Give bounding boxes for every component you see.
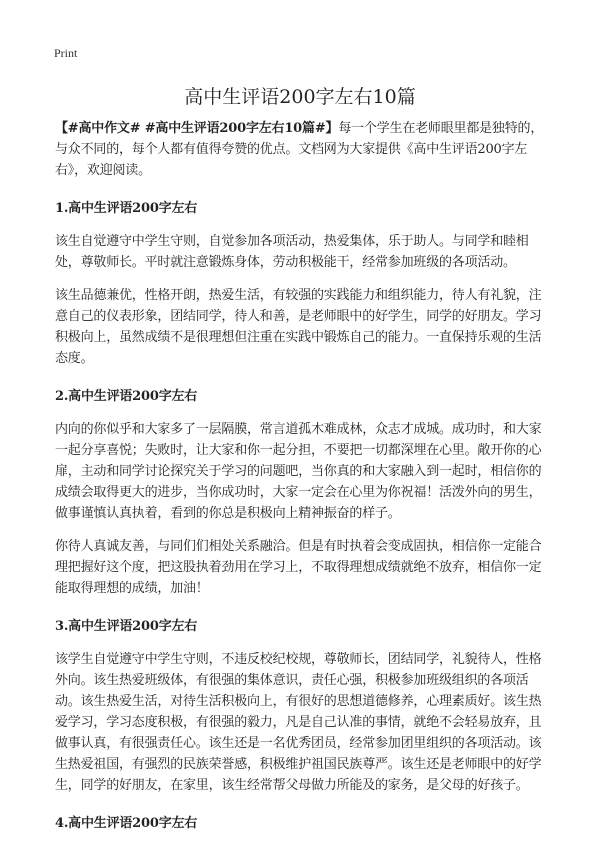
article-body [55,118,549,846]
section-heading-3: 3.高中生评语200字左右 [55,619,198,634]
section-1-paragraph-2: 该生品德兼优，性格开朗，热爱生活，有较强的实践能力和组织能力，待人有礼貌，注意自己的仪表形象，团结同学，待人和善，是老师眼中的好学生，同学的好朋友。学习积极向上，虽然成绩不是很理想但注重在实践中锻炼自己的能力。一直保持乐观的生活态度。 [55,288,542,366]
section-heading-4: 4.高中生评语200字左右 [55,816,198,831]
intro-paragraph [55,118,549,181]
section-2-paragraph-1: 内向的你似乎和大家多了一层隔膜，常言道孤木难成林，众志才成城。成功时，和大家一起分享喜悦；失败时，让大家和你一起分担，不要把一切都深埋在心里。敞开你的心扉，主动和同学讨论探究关于学习的问题吧，当你真的和大家融入到一起时，相信你的成绩会取得更大的进步，当你成功时，大家一定会在心里为你祝福！活泼外向的男生，做事谨慎认真执着，看到的你总是积极向上精神振奋的样子。 [55,422,542,521]
section-1-paragraph-1: 该生自觉遵守中学生守则，自觉参加各项活动，热爱集体，乐于助人。与同学和睦相处，尊敬师长。平时就注意锻炼身体，劳动积极能干，经常参加班级的各项活动。 [55,234,529,270]
section-heading-2: 2.高中生评语200字左右 [55,389,198,404]
intro-text: 每一个学生在老师眼里都是独特的，与众不同的，每个人都有值得夸赞的优点。文档网为大家提供《高中生评语200字左右》，欢迎阅读。 [55,121,544,178]
section-heading-1: 1.高中生评语200字左右 [55,201,198,216]
section-3-paragraph-1: 该学生自觉遵守中学生守则，不违反校纪校规，尊敬师长，团结同学，礼貌待人，性格外向。该生热爱班级体，有很强的集体意识，责任心强，积极参加班级组织的各项活动。该生热爱生活，对待生活积极向上，有很好的思想道德修养，心理素质好。该生热爱学习，学习态度积极，有很强的毅力，凡是自己认准的事情，就绝不会轻易放弃，且做事认真，有很强责任心。该生还是一名优秀团员，经常参加团里组织的各项活动。该生热爱祖国，有强烈的民族荣誉感，积极维护祖国民族尊严。该生还是老师眼中的好学生，同学的好朋友，在家里，该生经常帮父母做力所能及的家务，是父母的好孩子。 [55,652,542,793]
page-title: 高中生评语200字左右10篇 [184,86,416,108]
print-link[interactable]: Print [54,46,78,60]
intro-tag: 【#高中作文# #高中生评语200字左右10篇#】 [55,121,339,136]
section-2-paragraph-2: 你待人真诚友善，与同们们相处关系融洽。但是有时执着会变成固执，相信你一定能合理把握好这个度，把这股执着劲用在学习上，不取得理想成绩就绝不放弃，相信你一定能取得理想的成绩，加油！ [55,539,542,596]
